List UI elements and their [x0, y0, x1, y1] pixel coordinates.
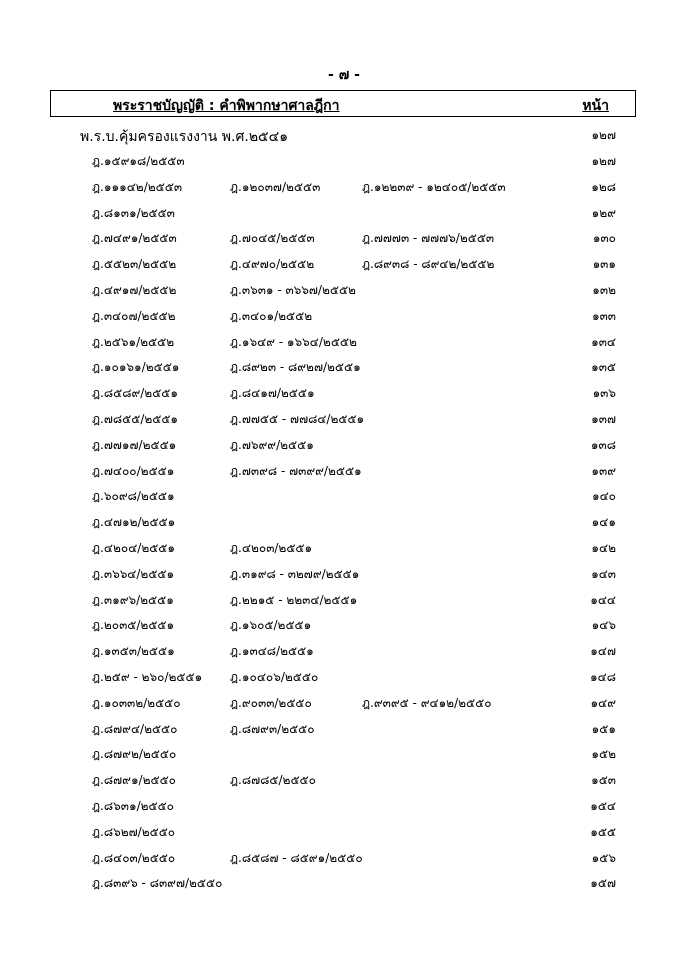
case-reference: ฎ.๘๙๓๘ - ๘๙๔๒/๒๕๕๒	[362, 257, 495, 272]
index-row	[0, 202, 688, 224]
page-reference: ๑๕๒	[591, 747, 616, 762]
index-row	[0, 743, 688, 765]
page-reference: ๑๕๖	[591, 850, 616, 865]
index-row	[0, 279, 688, 301]
case-reference: ฎ.๑๒๒๓๙ - ๑๒๔๐๕/๒๕๕๓	[362, 179, 506, 194]
index-header	[50, 90, 636, 117]
page-reference: ๑๔๐	[591, 489, 616, 504]
header-title: พระราชบัญญัติ : คำพิพากษาศาลฎีกา	[113, 98, 340, 114]
case-reference: ฎ.๘๓๙๖ - ๘๓๙๗/๒๕๕๐	[92, 876, 223, 891]
page-reference: ๑๓๕	[591, 360, 616, 375]
case-reference: ฎ.๗๐๔๕/๒๕๕๓	[230, 231, 315, 246]
case-reference: ฎ.๘๔๑๗/๒๕๕๑	[230, 386, 315, 401]
act-page-number: ๑๒๗	[591, 128, 616, 142]
index-row	[0, 434, 688, 456]
index-row	[0, 227, 688, 249]
index-row	[0, 253, 688, 275]
index-row	[0, 382, 688, 404]
act-title: พ.ร.บ.คุ้มครองแรงงาน พ.ศ.๒๕๔๑	[80, 129, 289, 145]
case-reference: ฎ.๙๓๙๕ - ๙๔๑๒/๒๕๕๐	[362, 695, 492, 710]
page-reference: ๑๒๙	[591, 205, 616, 220]
case-reference: ฎ.๑๓๔๘/๒๕๕๑	[230, 644, 314, 659]
case-reference: ฎ.๓๖๓๑ - ๓๖๖๗/๒๕๕๒	[230, 283, 356, 297]
index-row	[0, 589, 688, 611]
case-reference: ฎ.๘๗๘๕/๒๕๕๐	[230, 773, 316, 788]
case-reference: ฎ.๑๐๑๖๑/๒๕๕๑	[92, 360, 180, 375]
index-row	[0, 176, 688, 198]
case-reference: ฎ.๑๖๐๕/๒๕๕๑	[230, 618, 312, 633]
case-reference: ฎ.๒๐๓๕/๒๕๕๑	[92, 618, 175, 633]
page-reference: ๑๓๓	[591, 308, 616, 323]
index-row	[0, 511, 688, 533]
case-reference: ฎ.๑๕๙๑๘/๒๕๕๓	[92, 154, 185, 168]
index-row	[0, 795, 688, 817]
page-reference: ๑๕๗	[590, 876, 616, 891]
page-reference: ๑๔๔	[590, 592, 616, 607]
case-reference: ฎ.๗๗๗๓ - ๗๗๗๖/๒๕๕๓	[362, 231, 495, 246]
case-reference: ฎ.๑๒๐๓๗/๒๕๕๓	[230, 179, 321, 194]
case-reference: ฎ.๔๗๑๒/๒๕๕๑	[92, 515, 176, 530]
case-reference: ฎ.๗๘๕๕/๒๕๕๑	[92, 412, 179, 426]
page-reference: ๑๒๘	[591, 179, 616, 194]
page-reference: ๑๓๗	[591, 412, 616, 426]
index-row	[0, 666, 688, 688]
case-reference: ฎ.๒๕๖๑/๒๕๕๒	[92, 334, 175, 349]
index-row	[0, 614, 688, 636]
case-reference: ฎ.๔๒๐๔/๒๕๕๑	[92, 541, 176, 555]
index-row	[0, 847, 688, 869]
page-reference: ๑๔๗	[590, 644, 616, 659]
page-reference: ๑๓๒	[592, 283, 616, 297]
index-row	[0, 331, 688, 353]
page-reference: ๑๓๐	[592, 231, 616, 246]
page-reference: ๑๕๕	[590, 824, 616, 839]
index-row	[0, 150, 688, 172]
page-number: - ๗ -	[328, 67, 360, 83]
case-reference: ฎ.๑๖๔๙ - ๑๖๖๔/๒๕๕๒	[230, 334, 357, 349]
page-reference: ๑๔๓	[591, 566, 616, 581]
case-reference: ฎ.๒๒๑๕ - ๒๒๓๔/๒๕๕๑	[230, 592, 358, 607]
page-reference: ๑๒๗	[591, 154, 616, 168]
page-reference: ๑๕๔	[590, 799, 616, 813]
case-reference: ฎ.๗๓๙๘ - ๗๓๙๙/๒๕๕๑	[230, 463, 362, 478]
index-row	[0, 692, 688, 714]
index-row	[0, 563, 688, 585]
index-row	[0, 718, 688, 740]
case-reference: ฎ.๑๓๕๓/๒๕๕๑	[92, 644, 175, 659]
page-reference: ๑๕๑	[591, 721, 616, 736]
case-reference: ฎ.๓๔๐๑/๒๕๕๒	[230, 308, 313, 323]
page-reference: ๑๓๖	[592, 386, 616, 401]
index-row	[0, 537, 688, 559]
case-reference: ฎ.๓๖๖๔/๒๕๕๑	[92, 566, 175, 581]
page-reference: ๑๓๑	[592, 257, 616, 272]
index-row	[0, 769, 688, 791]
case-reference: ฎ.๔๙๑๗/๒๕๕๒	[92, 283, 177, 297]
index-row	[0, 408, 688, 430]
case-reference: ฎ.๖๐๙๘/๒๕๕๑	[92, 489, 175, 504]
case-reference: ฎ.๓๑๙๘ - ๓๒๗๙/๒๕๕๑	[230, 566, 360, 581]
page-reference: ๑๓๘	[590, 437, 616, 452]
case-reference: ฎ.๘๗๙๓/๒๕๕๐	[230, 721, 315, 736]
case-reference: ฎ.๘๖๓๑/๒๕๕๐	[92, 799, 175, 813]
index-row	[0, 821, 688, 843]
case-reference: ฎ.๗๗๑๗/๒๕๕๑	[92, 437, 177, 452]
case-reference: ฎ.๑๑๑๔๒/๒๕๕๓	[92, 179, 183, 194]
index-row	[0, 305, 688, 327]
case-reference: ฎ.๘๗๙๔/๒๕๕๐	[92, 721, 178, 736]
case-reference: ฎ.๔๒๐๓/๒๕๕๑	[230, 541, 313, 555]
page-reference: ๑๕๓	[591, 773, 616, 788]
index-row	[0, 460, 688, 482]
page-reference: ๑๔๙	[590, 695, 616, 710]
case-reference: ฎ.๗๖๙๙/๒๕๕๑	[230, 437, 314, 452]
case-reference: ฎ.๔๙๗๐/๒๕๕๒	[230, 257, 315, 272]
case-reference: ฎ.๓๑๙๖/๒๕๕๑	[92, 592, 174, 607]
case-reference: ฎ.๘๗๙๒/๒๕๕๐	[92, 747, 177, 762]
case-reference: ฎ.๒๕๙ - ๒๖๐/๒๕๕๑	[92, 670, 203, 684]
case-reference: ฎ.๙๐๓๓/๒๕๕๐	[230, 695, 312, 710]
case-reference: ฎ.๕๕๒๓/๒๕๕๒	[92, 257, 177, 272]
page-reference: ๑๓๔	[591, 334, 616, 349]
case-reference: ฎ.๗๔๐๐/๒๕๕๑	[92, 463, 175, 478]
case-reference: ฎ.๗๔๙๑/๒๕๕๓	[92, 231, 177, 246]
case-reference: ฎ.๗๗๕๕ - ๗๗๘๔/๒๕๕๑	[230, 412, 365, 426]
page-reference: ๑๔๑	[591, 515, 616, 530]
case-reference: ฎ.๘๖๒๗/๒๕๕๐	[92, 824, 176, 839]
case-reference: ฎ.๘๕๘๗ - ๘๕๙๑/๒๕๕๐	[230, 850, 363, 865]
act-heading-row	[80, 126, 616, 146]
index-row	[0, 485, 688, 507]
index-row	[0, 872, 688, 894]
header-page-label: หน้า	[582, 98, 609, 114]
index-row	[0, 356, 688, 378]
index-row	[0, 640, 688, 662]
case-reference: ฎ.๘๙๒๓ - ๘๙๒๗/๒๕๕๑	[230, 360, 361, 375]
page-reference: ๑๔๖	[591, 618, 616, 633]
page-reference: ๑๔๒	[591, 541, 616, 555]
page-reference: ๑๓๙	[591, 463, 616, 478]
page-reference: ๑๔๘	[590, 670, 616, 684]
case-reference: ฎ.๑๐๔๐๖/๒๕๕๐	[230, 670, 319, 684]
case-reference: ฎ.๘๗๙๑/๒๕๕๐	[92, 773, 176, 788]
case-reference: ฎ.๘๕๘๙/๒๕๕๑	[92, 386, 178, 401]
case-reference: ฎ.๓๔๐๗/๒๕๕๒	[92, 308, 176, 323]
case-reference: ฎ.๘๔๐๓/๒๕๕๐	[92, 850, 176, 865]
case-reference: ฎ.๑๐๓๓๒/๒๕๕๐	[92, 695, 181, 710]
case-reference: ฎ.๘๑๓๑/๒๕๕๓	[92, 205, 175, 220]
